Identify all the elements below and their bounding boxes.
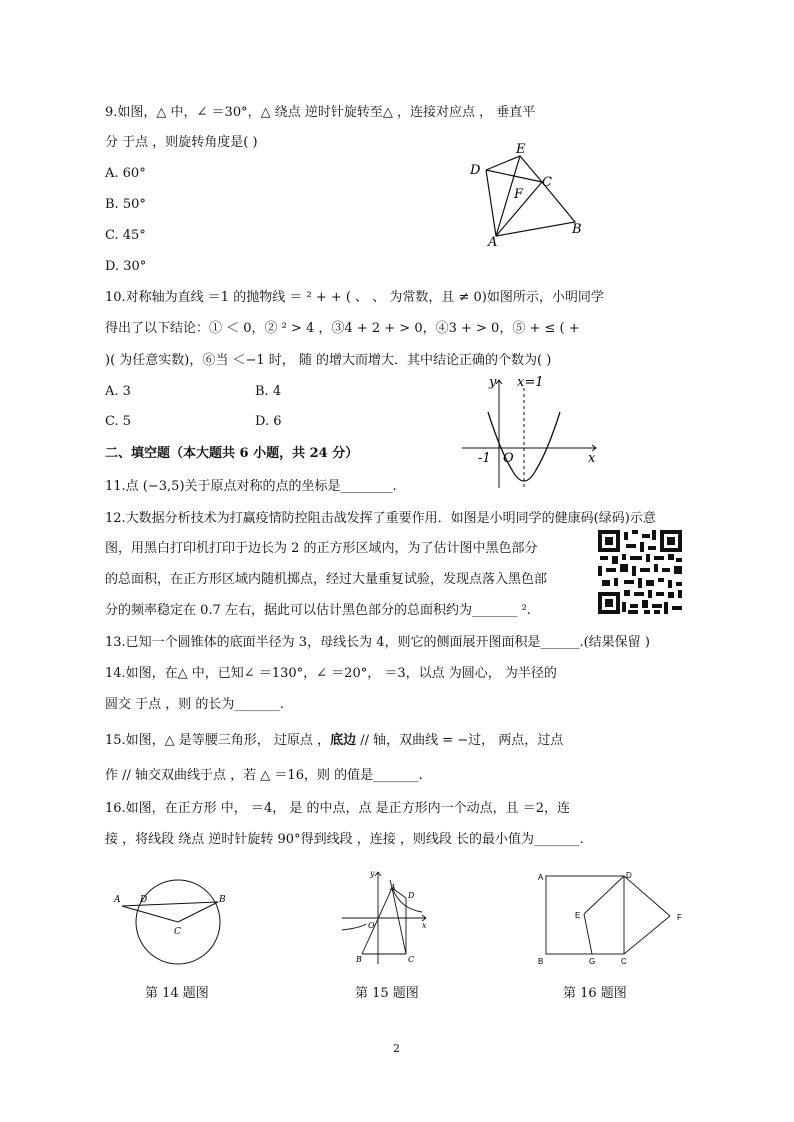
q9-label-a: A bbox=[488, 235, 498, 248]
q14-stem-line1: 14.如图，在△ 中，已知∠ ＝130°，∠ ＝20°， ＝3，以点 为圆心， 为半径的 bbox=[105, 666, 557, 681]
q16-stem-line2: 接 ，将线段 绕点 逆时针旋转 90°得到线段 ，连接 ，则线段 长的最小值为_______. bbox=[105, 832, 584, 847]
q15-label-y: y bbox=[370, 869, 375, 878]
q10-option-d: D. 6 bbox=[255, 414, 282, 429]
page-number: 2 bbox=[393, 1042, 400, 1055]
q15-label-a: A bbox=[390, 883, 396, 892]
q9-option-d: D. 30° bbox=[105, 259, 147, 274]
q9-stem-line1: 9.如图，△ 中，∠ ＝30°，△ 绕点 逆时针旋转至△ ，连接对应点 ， 垂直平 bbox=[105, 105, 536, 120]
q10-label-y: y bbox=[489, 375, 497, 390]
q10-label-x: x bbox=[588, 451, 596, 466]
q15-label-d: D bbox=[408, 891, 415, 900]
q15-figure bbox=[338, 868, 434, 968]
q10-stem-line1: 10.对称轴为直线 ＝1 的抛物线 ＝ ² + + ( 、 、 为常数，且 ≠ 0)如图所示，小明同学 bbox=[105, 290, 604, 305]
q12-stem-line3: 的总面积，在正方形区域内随机掷点，经过大量重复试验，发现点落入黑色部 bbox=[105, 572, 548, 587]
q10-stem-line2: 得出了以下结论：① ＜ 0，② ² > 4 ，③4 + 2 + > 0，④3 + > 0，⑤ + ≤ ( + bbox=[105, 321, 580, 336]
q15-stem-line2: 作 // 轴交双曲线于点 ，若 △ ＝16，则 的值是_______. bbox=[105, 768, 423, 783]
q12-stem-line2: 图，用黑白打印机打印于边长为 2 的正方形区域内，为了估计图中黑色部分 bbox=[105, 541, 538, 556]
q14-label-b: B bbox=[219, 895, 226, 905]
q9-option-b: B. 50° bbox=[105, 197, 146, 212]
q16-caption: 第 16 题图 bbox=[563, 986, 627, 1001]
q14-label-c: C bbox=[174, 927, 181, 937]
q11-stem: 11.点 (−3,5)关于原点对称的点的坐标是________. bbox=[105, 479, 397, 494]
q16-figure bbox=[534, 868, 690, 968]
q14-label-d: D bbox=[140, 895, 148, 905]
q15-label-c: C bbox=[408, 955, 415, 964]
q15-stem-line1 bbox=[105, 732, 563, 750]
q14-figure bbox=[112, 872, 230, 972]
q9-label-f: F bbox=[514, 187, 524, 202]
q9-label-e: E bbox=[516, 142, 526, 157]
q10-label-axis: x=1 bbox=[517, 375, 544, 390]
q15-text-bold: 底边 bbox=[330, 733, 357, 748]
q16-label-f: F bbox=[677, 913, 682, 922]
q16-label-g: G bbox=[589, 957, 596, 966]
q15-label-o: O bbox=[368, 921, 375, 930]
q9-label-c: C bbox=[542, 175, 552, 190]
q15-text-b: // 轴，双曲线 = −过， 两点，过点 bbox=[356, 733, 564, 748]
q15-label-x: x bbox=[422, 921, 427, 930]
q9-option-a: A. 60° bbox=[105, 166, 146, 181]
q10-parabola-figure bbox=[462, 374, 602, 492]
q10-label-origin: O bbox=[503, 451, 514, 466]
q10-stem-line3: )( 为任意实数)，⑥当 ＜−1 时， 随 的增大而增大．其中结论正确的个数为( ) bbox=[105, 353, 552, 368]
q10-option-c: C. 5 bbox=[105, 414, 132, 429]
q10-label-neg1: -1 bbox=[478, 451, 491, 466]
q15-caption: 第 15 题图 bbox=[355, 986, 419, 1001]
qr-code-icon bbox=[598, 530, 682, 614]
q9-figure bbox=[462, 136, 592, 248]
q14-label-a: A bbox=[114, 895, 121, 905]
q10-option-b: B. 4 bbox=[255, 384, 282, 399]
section-fill-in-title: 二、填空题（本大题共 6 小题，共 24 分） bbox=[105, 446, 359, 461]
q16-label-b: B bbox=[538, 957, 544, 966]
q9-option-c: C. 45° bbox=[105, 228, 146, 243]
q15-label-b: B bbox=[356, 955, 362, 964]
q10-option-a: A. 3 bbox=[105, 384, 131, 399]
q9-stem-line2: 分 于点 ，则旋转角度是( ) bbox=[105, 135, 258, 150]
q16-stem-line1: 16.如图，在正方形 中， ＝4， 是 的中点，点 是正方形内一个动点，且 ＝2，连 bbox=[105, 801, 571, 816]
q9-label-d: D bbox=[470, 163, 481, 178]
q16-label-e: E bbox=[575, 911, 581, 920]
q14-caption: 第 14 题图 bbox=[145, 986, 209, 1001]
q16-label-a: A bbox=[538, 873, 544, 882]
q9-label-b: B bbox=[572, 222, 582, 237]
q14-stem-line2: 圆交 于点 ，则 的长为_______. bbox=[105, 697, 285, 712]
q12-stem-line1: 12.大数据分析技术为打赢疫情防控阻击战发挥了重要作用．如图是小明同学的健康码(绿码)示意 bbox=[105, 511, 656, 526]
q13-stem: 13.已知一个圆锥体的底面半径为 3，母线长为 4，则它的侧面展开图面积是______.(结果保留 ) bbox=[105, 635, 650, 650]
q16-label-c: C bbox=[621, 957, 627, 966]
q15-text-a: 15.如图，△ 是等腰三角形， 过原点 ， bbox=[105, 733, 331, 748]
q16-label-d: D bbox=[626, 871, 632, 880]
q12-stem-line4: 分的频率稳定在 0.7 左右，据此可以估计黑色部分的总面积约为_______ ². bbox=[105, 603, 531, 618]
